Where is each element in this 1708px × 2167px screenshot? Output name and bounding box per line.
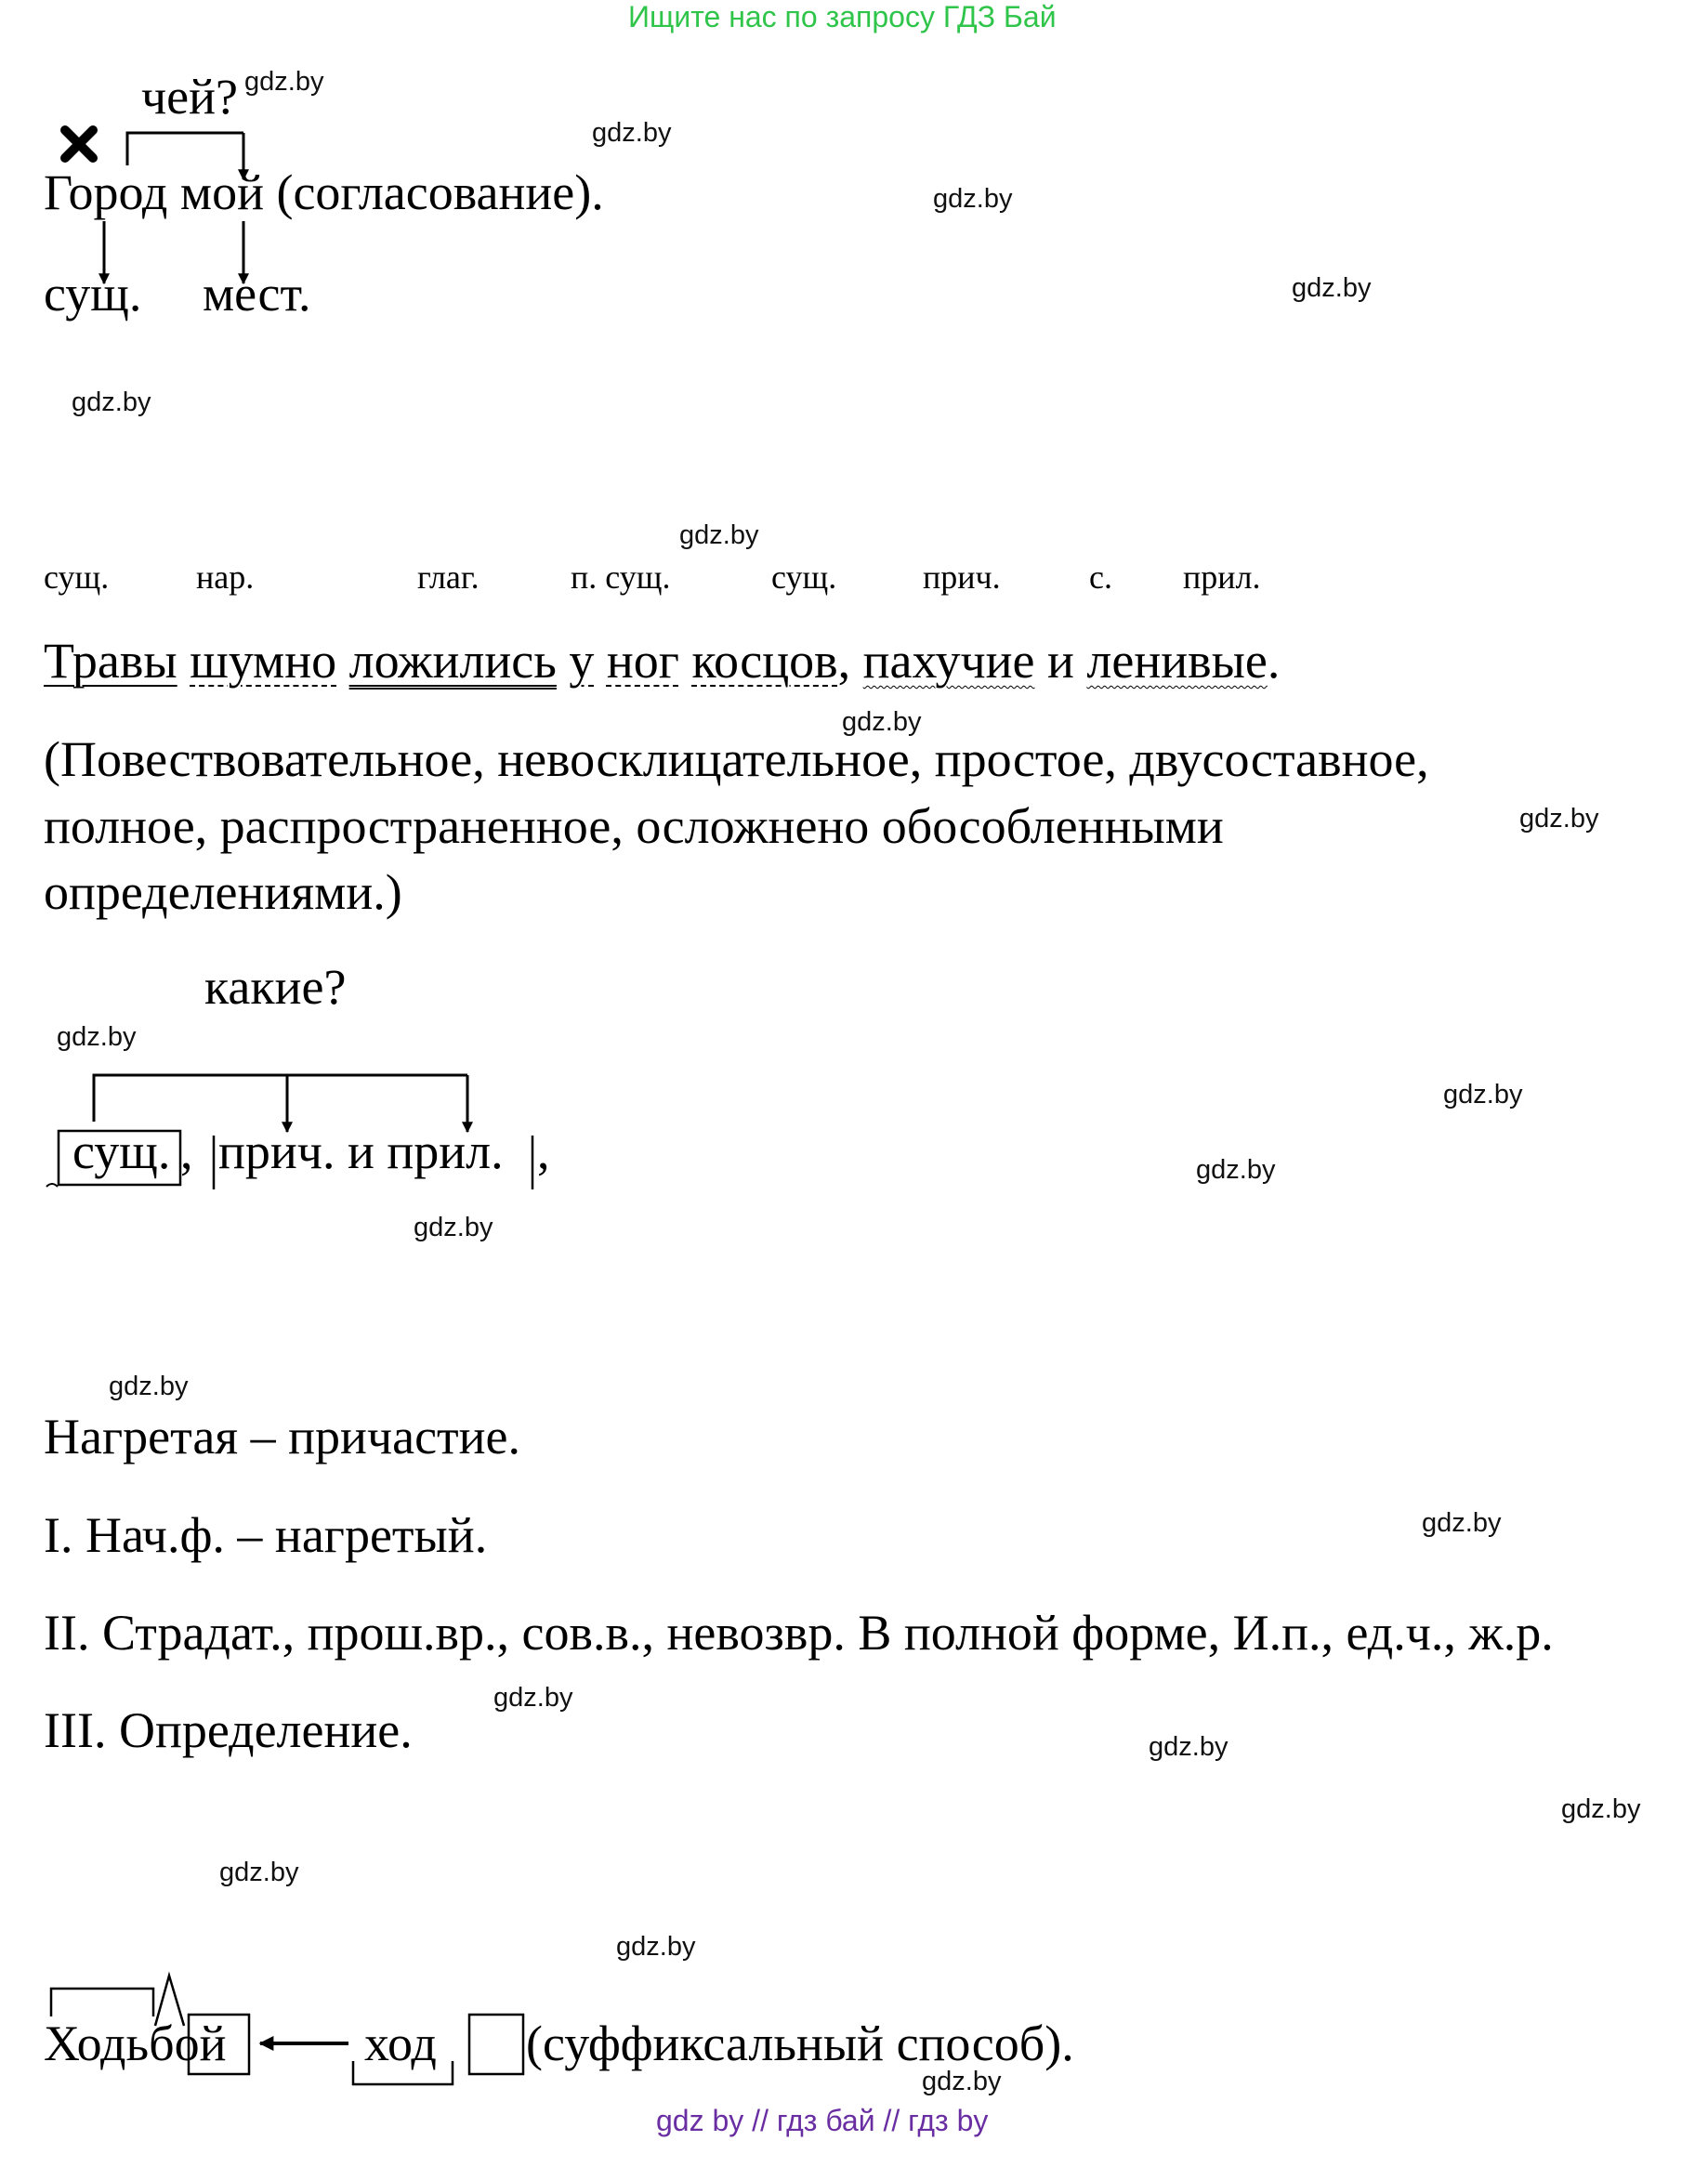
description-line-3: определениями.) — [44, 864, 402, 920]
comma: , — [837, 633, 851, 689]
pos-label: прич. — [923, 558, 1001, 596]
word-ending: ой — [174, 2016, 227, 2071]
adverbial-nog: ног — [606, 633, 679, 689]
subject-travy: Травы — [44, 633, 177, 689]
watermark: gdz.by — [1422, 1508, 1502, 1538]
scheme-comma: , — [180, 1123, 193, 1179]
watermark: gdz.by — [244, 67, 324, 97]
root-bracket — [51, 1989, 153, 2016]
predicate-lozhilis: ложились — [348, 633, 557, 689]
question-kakie: какие? — [204, 959, 347, 1015]
description-line-2: полное, распространенное, осложнено обособленными — [44, 798, 1224, 854]
pos-label: прил. — [1183, 558, 1261, 596]
scheme-participle-group: прич. и прил. — [218, 1123, 504, 1179]
pos-label: сущ. — [44, 558, 110, 596]
watermark: gdz.by — [109, 1372, 189, 1401]
word-hodboy — [44, 2016, 227, 2071]
pos-mest: мест. — [203, 266, 311, 322]
sentence-gorod-moy — [44, 164, 604, 220]
word-moy: мой — [179, 164, 264, 220]
note-soglasovanie: (согласование). — [276, 164, 604, 220]
watermark: gdz.by — [592, 118, 672, 148]
watermark: gdz.by — [1519, 804, 1599, 834]
watermark: gdz.by — [219, 1858, 299, 1887]
scheme-end-comma: , — [537, 1123, 550, 1179]
formation-method: (суффиксальный способ). — [526, 2016, 1074, 2071]
watermark: gdz.by — [616, 1932, 696, 1962]
watermark: gdz.by — [922, 2067, 1002, 2096]
pos-label: глаг. — [417, 558, 480, 596]
watermark: gdz.by — [72, 387, 151, 417]
zero-ending-box — [469, 2015, 523, 2074]
pos-sush: сущ. — [44, 266, 142, 322]
conjunction-i: и — [1047, 633, 1074, 689]
watermark: gdz.by — [493, 1683, 573, 1713]
morph-line-2: I. Нач.ф. – нагретый. — [44, 1507, 488, 1563]
watermark: gdz.by — [1196, 1155, 1276, 1185]
watermark: gdz.by — [1292, 273, 1372, 303]
header-link[interactable]: Ищите нас по запросу ГДЗ Бай — [628, 0, 1057, 33]
watermark: gdz.by — [57, 1022, 137, 1052]
object-koscov: косцов — [691, 633, 838, 689]
morph-line-4: III. Определение. — [44, 1702, 413, 1758]
watermark: gdz.by — [1443, 1080, 1523, 1110]
morph-line-1: Нагретая – причастие. — [44, 1409, 520, 1464]
preposition-u: у — [569, 633, 595, 689]
pos-label: п. сущ. — [571, 558, 671, 596]
description-line-1: (Повествовательное, невосклицательное, простое, двусоставное, — [44, 731, 1429, 787]
morph-line-3: II. Страдат., прош.вр., сов.в., невозвр. В полной форме, И.п., ед.ч., ж.р. — [44, 1605, 1554, 1661]
question-chei: чей? — [141, 69, 238, 125]
pos-label: нар. — [196, 558, 255, 596]
word-gorod: Город — [44, 164, 168, 220]
watermark: gdz.by — [679, 520, 759, 550]
watermark: gdz.by — [842, 707, 922, 737]
x-mark-icon — [65, 130, 93, 158]
watermark: gdz.by — [1561, 1794, 1641, 1824]
attribute-pahuchie: пахучие — [862, 633, 1035, 689]
scheme-noun: сущ. — [72, 1123, 171, 1179]
watermark: gdz.by — [1149, 1732, 1228, 1762]
footer-links[interactable]: gdz by // гдз бай // гдз by — [656, 2104, 989, 2137]
parsed-sentence — [44, 633, 1281, 689]
attribute-lenivye: ленивые — [1086, 633, 1268, 689]
adverbial-shumno: шумно — [190, 633, 337, 689]
period: . — [1267, 633, 1281, 689]
pos-label: с. — [1089, 558, 1112, 596]
watermark: gdz.by — [414, 1213, 493, 1242]
word-hod: ход — [364, 2016, 437, 2071]
watermark: gdz.by — [933, 184, 1013, 214]
word-stem: Ходьб — [44, 2016, 175, 2071]
pos-label: сущ. — [771, 558, 837, 596]
